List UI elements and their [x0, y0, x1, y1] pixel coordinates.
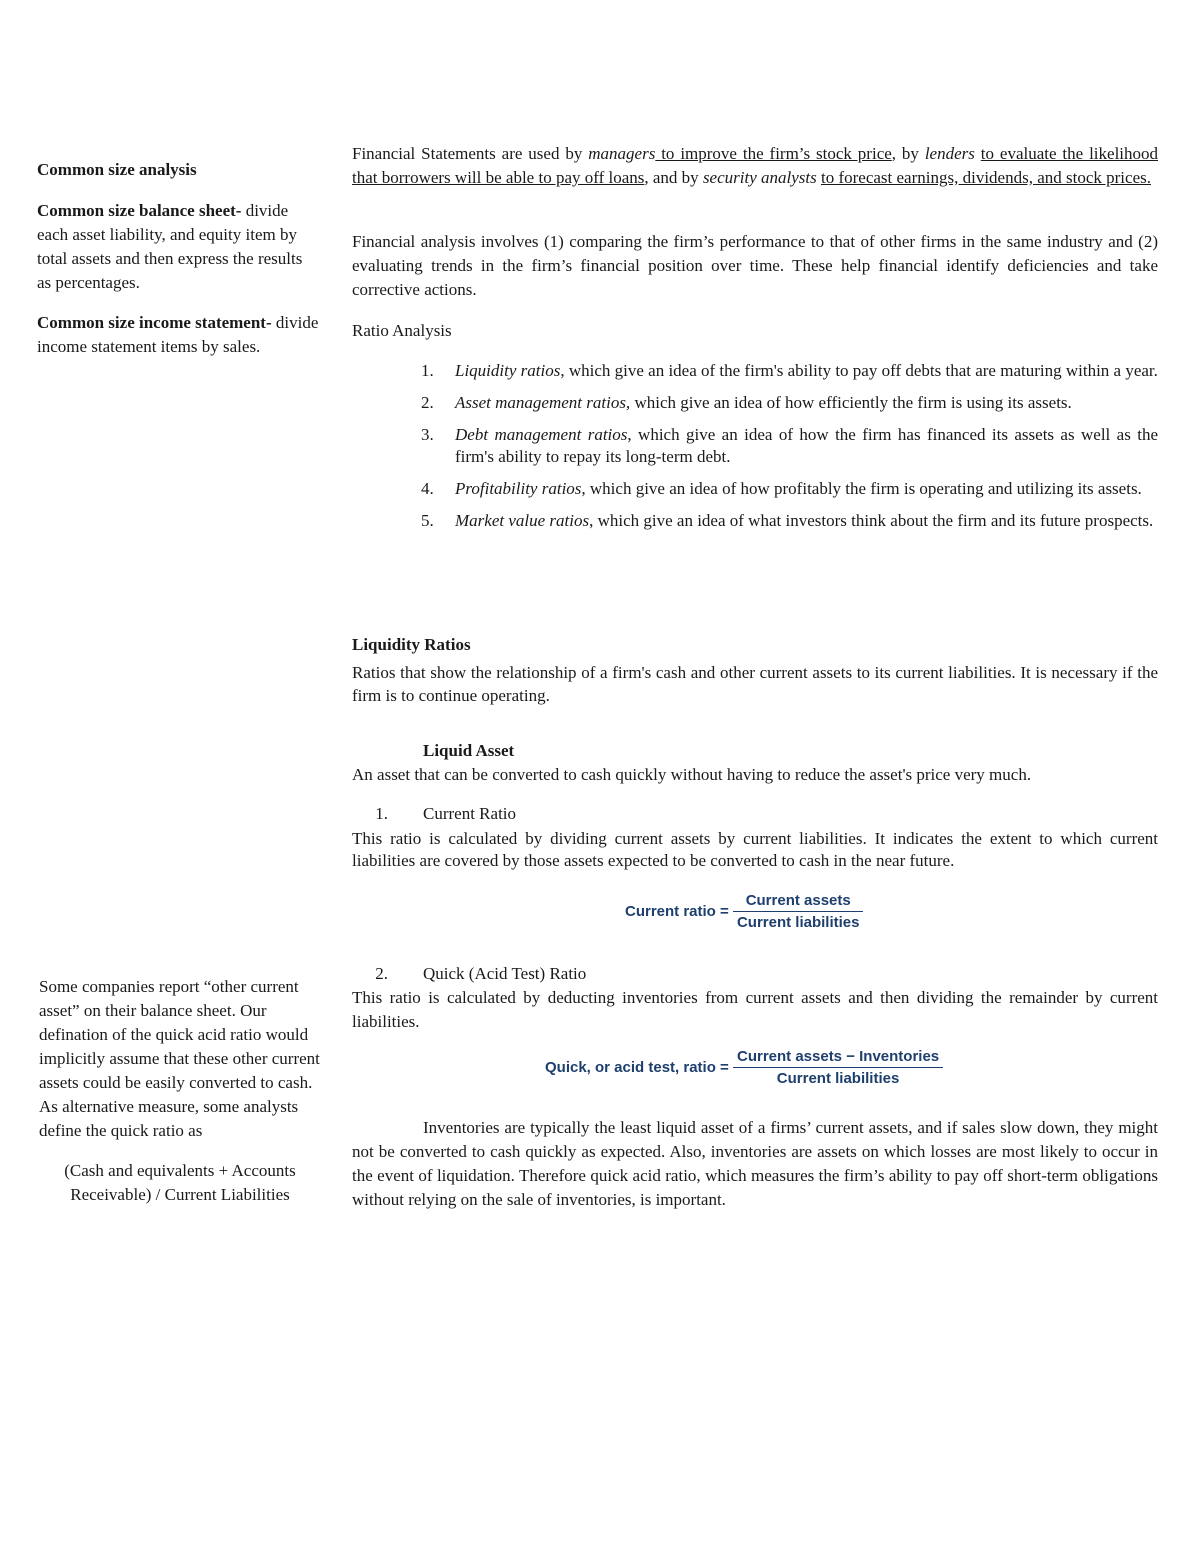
- current-ratio-title: 1. Current Ratio: [375, 804, 517, 823]
- current-ratio-section: [352, 802, 1158, 872]
- income-statement-heading: Common size income statement-: [37, 313, 272, 332]
- liquid-asset-heading: Liquid Asset: [423, 741, 515, 760]
- note-formula: (Cash and equivalents + Accounts Receivable) / Current Liabilities: [64, 1161, 296, 1204]
- liquid-asset-text: An asset that can be converted to cash quickly without having to reduce the asset's price very much.: [352, 765, 1032, 784]
- current-ratio-text: This ratio is calculated by dividing current assets by current liabilities. It indicates the extent to which current liabilities are covered by those assets expected to be converted to cash in the near future.: [352, 829, 1158, 870]
- liquidity-ratios-section: [352, 633, 1158, 707]
- list-item: 5. Market value ratios, which give an idea of what investors think about the firm and its future prospects.: [421, 511, 1154, 530]
- managers-goal: to improve the firm’s stock price: [655, 144, 892, 163]
- common-size-balance-sheet: [37, 199, 319, 295]
- lenders-goal: to evaluate the likelihood that borrowers will be able to pay off loans: [352, 144, 1159, 187]
- inventories-paragraph: Inventories are typically the least liquid asset of a firms’ current assets, and if sales slow down, they might not be converted to cash quickly as expected. Also, inventories are assets on which losses are most likely to occur in the event of liquidation. Therefore quick acid ratio, which measures the firm’s ability to pay off short-term obligations without relying on the sale of inventories, is important.: [352, 1118, 1158, 1209]
- quick-ratio-section: [352, 962, 1158, 1034]
- analysts-term: security analysts: [702, 168, 817, 187]
- financial-analysis-paragraph: Financial analysis involves (1) comparing the firm’s performance to that of other firms in the same industry and (2) evaluating trends in the firm’s financial position over time. These help financial identify deficiencies and take corrective actions.: [352, 232, 1158, 299]
- list-item: 4. Profitability ratios, which give an idea of how profitably the firm is operating and utilizing its assets.: [421, 479, 1142, 498]
- ratio-analysis-heading: Ratio Analysis: [352, 321, 452, 340]
- liquid-asset-section: [352, 739, 1158, 787]
- list-item: 2. Asset management ratios, which give an idea of how efficiently the firm is using its assets.: [421, 393, 1072, 412]
- balance-sheet-text: divide each asset liability, and equity item by total assets and then express the results as percentages.: [37, 201, 303, 292]
- sidebar-definitions: [37, 158, 319, 359]
- quick-ratio-text: This ratio is calculated by deducting inventories from current assets and then dividing the remainder by current liabilities.: [352, 988, 1158, 1031]
- managers-term: managers: [588, 144, 656, 163]
- lenders-term: lenders: [924, 144, 975, 163]
- note-text: Some companies report “other current asset” on their balance sheet. Our defination of the quick acid ratio would implicitly assume that these other current assets could be easily converted to cash. As alternative measure, some analysts define the quick ratio as: [39, 977, 320, 1140]
- income-statement-text: divide income statement items by sales.: [37, 313, 319, 356]
- list-item: 1. Liquidity ratios, which give an idea of the firm's ability to pay off debts that are maturing within a year.: [421, 361, 1158, 380]
- analysts-goal: to forecast earnings, dividends, and stock prices.: [820, 168, 1151, 187]
- intro-paragraph: Financial Statements are used by managers to improve the firm’s stock price, by lenders to evaluate the likelihood that borrowers will be able to pay off loans, and by security analysts to forecast earnings, dividends, and stock prices.: [352, 144, 1159, 187]
- sidebar-title: Common size analysis: [37, 160, 197, 179]
- liquidity-heading: Liquidity Ratios: [352, 635, 471, 654]
- quick-ratio-title: 2. Quick (Acid Test) Ratio: [375, 964, 587, 983]
- balance-sheet-heading: Common size balance sheet-: [37, 201, 242, 220]
- ratio-analysis-list: [352, 360, 1158, 542]
- sidebar-quick-ratio-note: [39, 975, 321, 1207]
- current-ratio-formula: Current ratio = $\frac{\text{Current assets}}{\text{Current liabilities}}$: [625, 892, 863, 931]
- common-size-income-statement: [37, 311, 319, 359]
- liquidity-text: Ratios that show the relationship of a firm's cash and other current assets to its current liabilities. It is necessary if the firm is to continue operating.: [352, 663, 1158, 705]
- list-item: 3. Debt management ratios, which give an idea of how the firm has financed its assets as well as the firm's ability to repay its long-term debt.: [421, 425, 1158, 466]
- quick-ratio-formula: Quick, or acid test, ratio = $\frac{\text{Current assets − Inventories}}{\text{Current liabilities}}$: [545, 1048, 943, 1087]
